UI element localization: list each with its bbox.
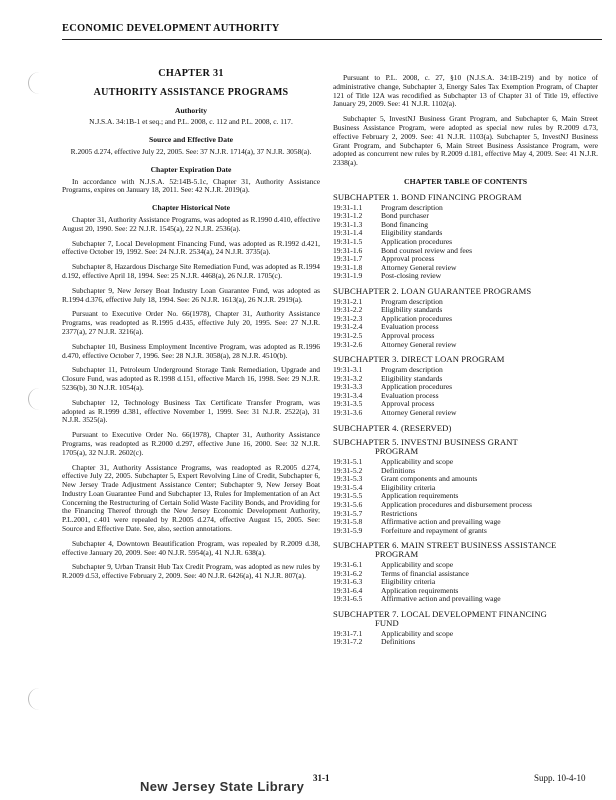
section-number: 19:31-2.4 xyxy=(333,322,363,332)
section-title: Eligibility standards xyxy=(381,305,443,315)
toc-entry xyxy=(333,298,598,307)
page-number: 31-1 xyxy=(313,773,330,783)
section-number: 19:31-2.2 xyxy=(333,305,363,315)
toc-entry xyxy=(333,323,598,332)
toc-entry xyxy=(333,264,598,273)
section-title: Applicability and scope xyxy=(381,457,454,467)
subchapter-heading xyxy=(333,610,598,628)
section-number: 19:31-5.3 xyxy=(333,474,363,484)
section-title: Applicability and scope xyxy=(381,559,454,569)
section-title: Application procedures xyxy=(381,313,453,323)
chapter-title: AUTHORITY ASSISTANCE PROGRAMS xyxy=(93,86,289,98)
right-column xyxy=(333,74,598,647)
section-number: 19:31-3.6 xyxy=(333,408,363,418)
toc-entry xyxy=(333,306,598,315)
toc-entry xyxy=(333,638,598,647)
section-number: 19:31-6.1 xyxy=(333,559,363,569)
section-number: 19:31-1.4 xyxy=(333,228,363,238)
section-title: Affirmative action and prevailing wage xyxy=(381,517,501,527)
subchapter-title: SUBCHAPTER 5. INVESTNJ BUSINESS GRANT xyxy=(333,437,518,448)
running-head: ECONOMIC DEVELOPMENT AUTHORITY xyxy=(62,23,280,34)
section-number: 19:31-2.6 xyxy=(333,339,363,349)
history-paragraph: Pursuant to P.L. 2008, c. 27, §10 (N.J.S.A. 34:1B-219) and by notice of administrative change, Subchapter 3, Energy Sales Tax Exemption Program, of Chapter 121 of Title 12A was recodified as Subchapter 13 of Chapter 31 of Title 19, effective January 29, 2009. See: 41 N.J.R. 1102(a). xyxy=(333,73,598,109)
toc-entry xyxy=(333,484,598,493)
toc-entry xyxy=(333,375,598,384)
subchapter-title: SUBCHAPTER 7. LOCAL DEVELOPMENT FINANCING xyxy=(333,608,547,619)
toc-entry xyxy=(333,595,598,604)
section-number: 19:31-3.4 xyxy=(333,390,363,400)
subchapter-title-continued: PROGRAM xyxy=(375,446,419,457)
section-number: 19:31-2.5 xyxy=(333,331,363,341)
section-number: 19:31-7.1 xyxy=(333,628,363,638)
toc-entry xyxy=(333,475,598,484)
toc-entry xyxy=(333,341,598,350)
binding-hole-mark xyxy=(28,688,47,710)
subchapter-heading xyxy=(333,355,598,364)
section-title: Approval process xyxy=(381,399,435,409)
section-number: 19:31-6.3 xyxy=(333,577,363,587)
subchapter-title: SUBCHAPTER 1. BOND FINANCING PROGRAM xyxy=(333,191,522,202)
toc-entry xyxy=(333,383,598,392)
toc-entry xyxy=(333,272,598,281)
subchapter-title: SUBCHAPTER 4. (RESERVED) xyxy=(333,422,452,433)
section-title: Eligibility criteria xyxy=(381,482,436,492)
section-number: 19:31-3.1 xyxy=(333,365,363,375)
history-paragraph: Subchapter 9, New Jersey Boat Industry Loan Guarantee Fund, was adopted as R.1994 d.376, effective July 18, 1994. See: 26 N.J.R. 1613(a), 26 N.J.R. 2919(a). xyxy=(62,285,320,304)
section-title: Post-closing review xyxy=(381,271,442,281)
section-title: Bond counsel review and fees xyxy=(381,245,473,255)
history-paragraph: Subchapter 12, Technology Business Tax Certificate Transfer Program, was adopted as R.1999 d.381, effective November 1, 1999. See: 31 N.J.R. 2522(a), 31 N.J.R. 3525(a). xyxy=(62,397,320,425)
authority-heading: Authority xyxy=(174,105,208,115)
section-number: 19:31-2.1 xyxy=(333,296,363,306)
toc-entry xyxy=(333,400,598,409)
history-paragraph: Chapter 31, Authority Assistance Programs, was readopted as R.2005 d.274, effective July 22, 2005. Subchapter 5, Expert Revolving Line of Credit, Subchapter 6, New Jersey Trade Adjustment Assistance Center; Subchapter 9, New Jersey Boat Industry Loan Guarantee Fund and Subchapter 13, Rules for Implementation of an Act Concerning the Restructuring of Certain Solid Waste Facility Bonds, and Providing for the Financing Thereof through the New Jersey Economic Development Authority, P.L.2001, c.401 were repealed by R.2005 d.274, effective August 15, 2005. See: Source and Effective Date. See, also, section annotations. xyxy=(62,462,320,534)
section-title: Program description xyxy=(381,202,443,212)
subchapter-title: SUBCHAPTER 3. DIRECT LOAN PROGRAM xyxy=(333,354,505,365)
subchapter-title-continued: PROGRAM xyxy=(375,549,419,560)
toc-entry xyxy=(333,221,598,230)
section-title: Application requirements xyxy=(381,491,459,501)
source-text: R.2005 d.274, effective July 22, 2005. See: 37 N.J.R. 1714(a), 37 N.J.R. 3058(a). xyxy=(70,146,312,156)
toc-entry xyxy=(333,204,598,213)
history-paragraph: Subchapter 8, Hazardous Discharge Site Remediation Fund, was adopted as R.1994 d.192, effective April 18, 1994. See: 25 N.J.R. 4468(a), 26 N.J.R. 1705(c). xyxy=(62,262,320,280)
library-watermark: New Jersey State Library xyxy=(140,779,305,794)
subchapter-title-continued: FUND xyxy=(375,617,399,628)
toc-entry xyxy=(333,229,598,238)
history-paragraph: Subchapter 5, InvestNJ Business Grant Program, and Subchapter 6, Main Street Business Assistance Program, were adopted as special new rules by R.2009 d.73, effective February 2, 2009. See: 41 N.J.R. 1103(a). Subchapter 5, InvestNJ Business Grant Program, and Subchapter 6, Main Street Business Assistance Program, were adopted as concurrent new rules by R.2009 d.181, effective May 4, 2009. See: 41 N.J.R. 2338(a). xyxy=(333,114,598,168)
toc-title: CHAPTER TABLE OF CONTENTS xyxy=(403,176,528,186)
subchapter-title: SUBCHAPTER 2. LOAN GUARANTEE PROGRAMS xyxy=(333,285,532,296)
section-number: 19:31-1.6 xyxy=(333,245,363,255)
history-paragraph: Subchapter 9, Urban Transit Hub Tax Credit Program, was adopted as new rules by R.2009 d.53, effective February 2, 2009. See: 40 N.J.R. 6426(a), 41 N.J.R. 807(a). xyxy=(62,562,320,581)
subchapter-heading xyxy=(333,541,598,559)
section-number: 19:31-5.1 xyxy=(333,457,363,467)
section-title: Program description xyxy=(381,296,443,306)
table-of-contents xyxy=(333,193,598,647)
section-number: 19:31-7.2 xyxy=(333,637,363,647)
section-title: Eligibility criteria xyxy=(381,577,436,587)
subchapter-heading xyxy=(333,287,598,296)
source-heading: Source and Effective Date xyxy=(148,135,233,145)
section-number: 19:31-5.7 xyxy=(333,508,363,518)
toc-entry xyxy=(333,409,598,418)
section-title: Terms of financial assistance xyxy=(381,568,469,578)
section-number: 19:31-3.2 xyxy=(333,373,363,383)
header-rule xyxy=(62,39,602,40)
toc-entry xyxy=(333,332,598,341)
section-number: 19:31-1.9 xyxy=(333,271,363,281)
section-number: 19:31-5.6 xyxy=(333,499,363,509)
section-number: 19:31-1.1 xyxy=(333,202,363,212)
section-number: 19:31-5.4 xyxy=(333,482,363,492)
section-number: 19:31-5.9 xyxy=(333,525,363,535)
section-number: 19:31-5.8 xyxy=(333,517,363,527)
history-paragraph: Pursuant to Executive Order No. 66(1978), Chapter 31, Authority Assistance Programs, was readopted as R.2000 d.297, effective June 16, 2000. See: 32 N.J.R. 1705(a), 32 N.J.R. 2602(c). xyxy=(62,430,320,457)
toc-entry xyxy=(333,392,598,401)
history-paragraph: Pursuant to Executive Order No. 66(1978), Chapter 31, Authority Assistance Programs, was readopted as R.1995 d.435, effective July 20, 1995. See: 27 N.J.R. 2377(a), 27 N.J.R. 3216(a). xyxy=(62,309,320,336)
section-number: 19:31-1.5 xyxy=(333,236,363,246)
section-title: Definitions xyxy=(381,637,416,647)
toc-entry xyxy=(333,247,598,256)
chapter-number: CHAPTER 31 xyxy=(158,68,224,79)
subchapter-heading xyxy=(333,438,598,456)
section-title: Bond purchaser xyxy=(381,211,429,221)
toc-entry xyxy=(333,315,598,324)
toc-entry xyxy=(333,570,598,579)
section-number: 19:31-5.5 xyxy=(333,491,363,501)
section-title: Evaluation process xyxy=(381,390,439,400)
section-title: Application requirements xyxy=(381,585,459,595)
section-title: Approval process xyxy=(381,254,435,264)
section-title: Eligibility standards xyxy=(381,228,443,238)
left-column xyxy=(62,52,320,587)
toc-entry xyxy=(333,255,598,264)
section-title: Definitions xyxy=(381,465,416,475)
history-paragraph: Subchapter 10, Business Employment Incentive Program, was adopted as R.1996 d.470, effective October 7, 1996. See: 28 N.J.R. 3058(a), 28 N.J.R. 4510(b). xyxy=(62,341,320,360)
history-paragraph: Subchapter 11, Petroleum Underground Storage Tank Remediation, Upgrade and Closure Fund, was adopted as R.1998 d.151, effective March 16, 1998. See: 29 N.J.R. 5236(b), 30 N.J.R. 1054(a). xyxy=(62,365,320,392)
authority-text: N.J.S.A. 34:1B-1 et seq.; and P.L. 2008, c. 112 and P.L. 2008, c. 117. xyxy=(89,117,293,127)
history-paragraph: Subchapter 4, Downtown Beautification Program, was repealed by R.2009 d.38, effective January 20, 2009. See: 40 N.J.R. 5954(a), 41 N.J.R. 638(a). xyxy=(62,538,320,557)
section-number: 19:31-1.7 xyxy=(333,254,363,264)
section-title: Attorney General review xyxy=(381,408,457,418)
subchapter-heading xyxy=(333,424,598,433)
section-number: 19:31-1.3 xyxy=(333,219,363,229)
history-paragraph: Chapter 31, Authority Assistance Programs, was adopted as R.1990 d.410, effective August 20, 1990. See: 22 N.J.R. 1545(a), 22 N.J.R. 2536(a). xyxy=(62,214,320,233)
section-number: 19:31-6.4 xyxy=(333,585,363,595)
section-number: 19:31-1.2 xyxy=(333,211,363,221)
toc-entry xyxy=(333,458,598,467)
section-number: 19:31-3.3 xyxy=(333,382,363,392)
section-title: Application procedures xyxy=(381,382,453,392)
subchapter-heading xyxy=(333,193,598,202)
subchapter-title: SUBCHAPTER 6. MAIN STREET BUSINESS ASSISTANCE xyxy=(333,540,557,551)
section-title: Evaluation process xyxy=(381,322,439,332)
section-number: 19:31-3.5 xyxy=(333,399,363,409)
history-paragraph: Subchapter 7, Local Development Financing Fund, was adopted as R.1992 d.421, effective October 19, 1992. See: 24 N.J.R. 2534(a), 24 N.J.R. 3735(a). xyxy=(62,238,320,257)
section-number: 19:31-5.2 xyxy=(333,465,363,475)
section-title: Restrictions xyxy=(381,508,418,518)
section-title: Application procedures and disbursement process xyxy=(381,499,532,509)
history-heading: Chapter Historical Note xyxy=(152,203,230,213)
section-title: Eligibility standards xyxy=(381,373,443,383)
expiration-heading: Chapter Expiration Date xyxy=(150,164,232,174)
section-title: Applicability and scope xyxy=(381,628,454,638)
section-title: Program description xyxy=(381,365,443,375)
toc-entry xyxy=(333,630,598,639)
binding-hole-mark xyxy=(28,72,47,94)
section-title: Application procedures xyxy=(381,236,453,246)
binding-hole-mark xyxy=(28,388,47,410)
section-number: 19:31-6.2 xyxy=(333,568,363,578)
section-title: Forfeiture and repayment of grants xyxy=(381,525,487,535)
toc-entry xyxy=(333,366,598,375)
section-number: 19:31-6.5 xyxy=(333,594,363,604)
section-title: Bond financing xyxy=(381,219,429,229)
section-title: Grant components and amounts xyxy=(381,474,478,484)
toc-entry xyxy=(333,212,598,221)
supplement-date: Supp. 10-4-10 xyxy=(534,773,586,783)
expiration-text: In accordance with N.J.S.A. 52:14B-5.1c, Chapter 31, Authority Assistance Programs, expires on January 18, 2011. See: 42 N.J.R. 2019(a). xyxy=(62,176,320,195)
section-title: Attorney General review xyxy=(381,339,457,349)
section-number: 19:31-1.8 xyxy=(333,262,363,272)
toc-entry xyxy=(333,501,598,510)
section-title: Affirmative action and prevailing wage xyxy=(381,594,501,604)
section-title: Approval process xyxy=(381,331,435,341)
toc-entry xyxy=(333,527,598,536)
toc-entry xyxy=(333,578,598,587)
section-title: Attorney General review xyxy=(381,262,457,272)
section-number: 19:31-2.3 xyxy=(333,313,363,323)
